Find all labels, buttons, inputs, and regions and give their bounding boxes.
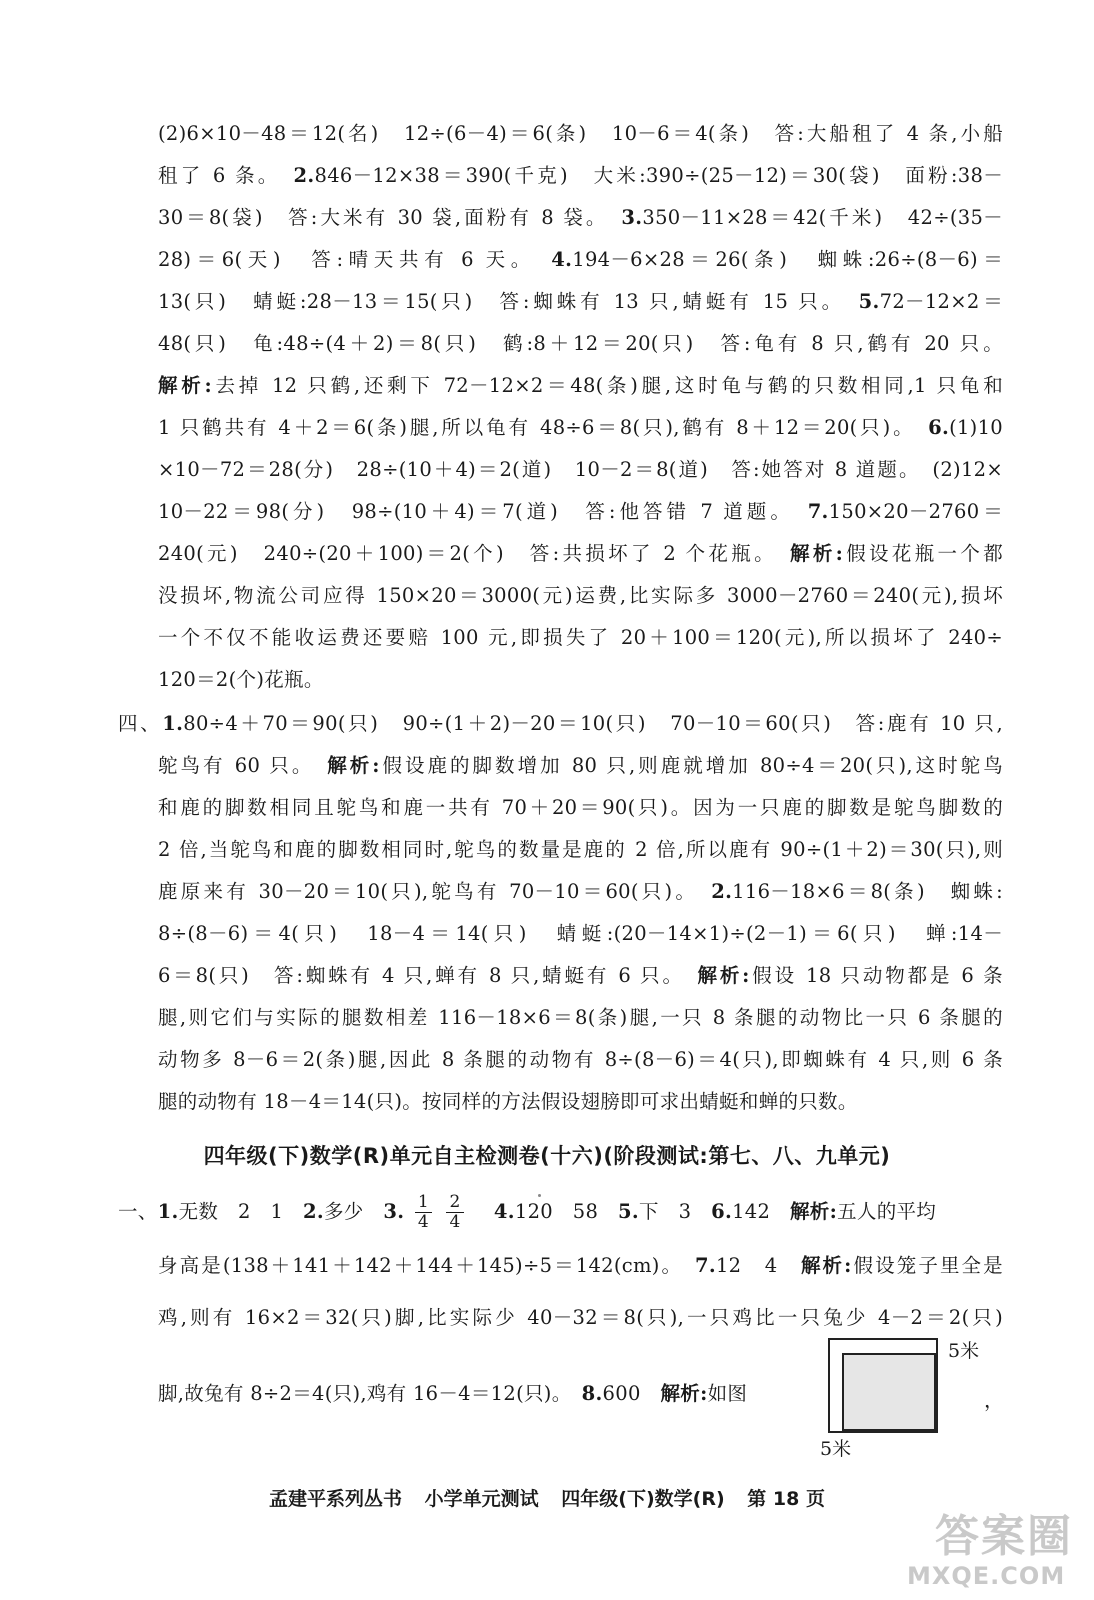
footer-book: 小学单元测试: [424, 1488, 539, 1510]
text-line: 解析:去掉 12 只鹤,还剩下 72－12×2＝48(条)腿,这时龟与鹤的只数相同,1 只龟和: [158, 374, 1003, 397]
text-line: 48(只) 龟:48÷(4＋2)＝8(只) 鹤:8＋12＝20(只) 答:龟有 8 只,鹤有 20 只。: [158, 332, 1003, 355]
text-line: ×10－72＝28(分) 28÷(10＋4)＝2(道) 10－2＝8(道) 答:她答对 8 道题。 (2)12×: [158, 458, 1003, 481]
text-line: 10－22＝98(分) 98÷(10＋4)＝7(道) 答:他答错 7 道题。 7.150×20－2760＝: [158, 500, 1003, 523]
text-line: 一个不仅不能收运费还要赔 100 元,即损失了 20＋100＝120(元),所以损坏了 240÷: [158, 626, 1003, 649]
watermark-logo: [907, 1500, 1082, 1595]
section-title: 四年级(下)数学(R)单元自主检测卷(十六)(阶段测试:第七、八、九单元): [203, 1144, 891, 1168]
fraction-two-quarters: $\frac{2}{4}$: [446, 1193, 463, 1232]
text-line: 6＝8(只) 答:蜘蛛有 4 只,蝉有 8 只,蜻蜓有 6 只。 解析:假设 18 只动物都是 6 条: [158, 964, 1003, 987]
inner-rectangle: [842, 1353, 936, 1431]
text-line: 8÷(8－6)＝4(只) 18－4＝14(只) 蜻蜓:(20－14×1)÷(2－1)＝6(只) 蝉:14－: [158, 922, 1003, 945]
text-line: 鸡,则有 16×2＝32(只)脚,比实际少 40－32＝8(只),一只鸡比一只兔少 4－2＝2(只): [158, 1306, 1003, 1329]
trailing-comma: ，: [984, 1388, 1004, 1412]
text-line: 30＝8(袋) 答:大米有 30 袋,面粉有 8 袋。 3.350－11×28＝42(千米) 42÷(35－: [158, 206, 1003, 229]
text-line: 没损坏,物流公司应得 150×20＝3000(元)运费,比实际多 3000－2760＝240(元),损坏: [158, 584, 1003, 607]
footer-grade: 四年级(下)数学(R): [561, 1488, 725, 1510]
text-line: 13(只) 蜻蜓:28－13＝15(只) 答:蜘蛛有 13 只,蜻蜓有 15 只。 5.72－12×2＝: [158, 290, 1003, 313]
text-line: 鸵鸟有 60 只。 解析:假设鹿的脚数增加 80 只,则鹿就增加 80÷4＝20(只),这时鸵鸟: [158, 754, 1003, 777]
figure-label-top: 5米: [948, 1340, 980, 1362]
text-line: 28)＝6(天) 答:晴天共有 6 天。 4.194－6×28＝26(条) 蜘蛛:26÷(8－6)＝: [158, 248, 1004, 271]
figure-label-bottom: 5米: [820, 1438, 852, 1460]
fraction-one-quarter: $\frac{1}{4}$: [415, 1193, 432, 1232]
text-line: 240(元) 240÷(20＋100)＝2(个) 答:共损坏了 2 个花瓶。 解析:假设花瓶一个都: [158, 542, 1003, 565]
text-line: 动物多 8－6＝2(条)腿,因此 8 条腿的动物有 8÷(8－6)＝4(只),即蜘蛛有 4 只,则 6 条: [158, 1048, 1003, 1071]
text-line: 鹿原来有 30－20＝10(只),鸵鸟有 70－10＝60(只)。 2.116－18×6＝8(条) 蜘蛛:: [158, 880, 1003, 903]
text-line: 和鹿的脚数相同且鸵鸟和鹿一共有 70＋20＝90(只)。因为一只鹿的脚数是鸵鸟脚数的: [158, 796, 1003, 819]
watermark-top-text: 答案圈: [935, 1511, 1073, 1562]
text-line: 身高是(138＋141＋142＋144＋145)÷5＝142(cm)。 7.12 4 解析:假设笼子里全是: [158, 1254, 1003, 1277]
square-figure: [820, 1338, 988, 1460]
text-line: 1 只鹤共有 4＋2＝6(条)腿,所以龟有 48÷6＝8(只),鹤有 8＋12＝20(只)。 6.(1)10: [158, 416, 1003, 439]
text-line: 腿,则它们与实际的腿数相差 116－18×6＝8(条)腿,一只 8 条腿的动物比一只 6 条腿的: [158, 1006, 1003, 1029]
watermark-url-text: MXQE.COM: [907, 1562, 1066, 1590]
text-line: 腿的动物有 18－4＝14(只)。按同样的方法假设翅膀即可求出蜻蜓和蝉的只数。: [158, 1090, 858, 1113]
text-line: 脚,故兔有 8÷2＝4(只),鸡有 16－4＝12(只)。 8.600 解析:如图: [158, 1382, 748, 1405]
text-line: (2)6×10－48＝12(名) 12÷(6－4)＝6(条) 10－6＝4(条) 答:大船租了 4 条,小船: [158, 122, 1003, 145]
text-line: 一、1.无数 2 1 2.多少 3. $\frac{1}{4}$ $\frac{2}{4}$ 4.120 58 5.下 3 6.142 解析:五人的平均: [118, 1192, 937, 1232]
text-line: 120＝2(个)花瓶。: [158, 668, 324, 691]
footer-series: 孟建平系列丛书: [269, 1488, 403, 1510]
text-line: 四、1.80÷4＋70＝90(只) 90÷(1＋2)－20＝10(只) 70－10＝60(只) 答:鹿有 10 只,: [118, 712, 1003, 735]
text-line: 租了 6 条。 2.846－12×38＝390(千克) 大米:390÷(25－12)＝30(袋) 面粉:38－: [158, 164, 1003, 187]
footer-page-number: 第 18 页: [747, 1488, 825, 1510]
text-line: 2 倍,当鸵鸟和鹿的脚数相同时,鸵鸟的数量是鹿的 2 倍,所以鹿有 90÷(1＋2)＝30(只),则: [158, 838, 1003, 861]
